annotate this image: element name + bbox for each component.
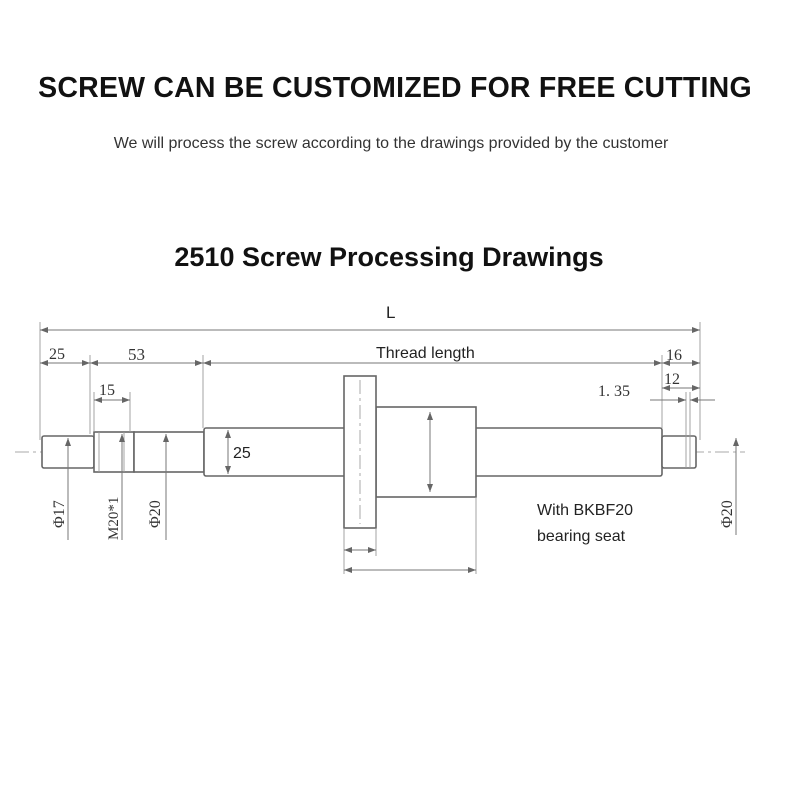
bearing-note-line2: bearing seat xyxy=(537,528,626,545)
label-1-35: 1. 35 xyxy=(598,383,630,400)
label-15: 15 xyxy=(99,382,115,399)
headline: SCREW CAN BE CUSTOMIZED FOR FREE CUTTING xyxy=(38,72,752,104)
thread-m20 xyxy=(94,432,134,472)
label-phi17: Φ17 xyxy=(51,500,68,528)
label-phi20-right: Φ20 xyxy=(719,500,736,528)
label-16: 16 xyxy=(666,347,682,364)
ball-nut xyxy=(344,376,476,528)
end-journal xyxy=(662,436,696,468)
bearing-note-line1: With BKBF20 xyxy=(537,502,634,519)
label-thread-length: Thread length xyxy=(376,345,475,362)
subheadline: We will process the screw according to the drawings provided by the customer xyxy=(113,135,669,152)
label-53: 53 xyxy=(128,345,145,364)
journal-phi20 xyxy=(134,432,204,472)
label-phi20-left: Φ20 xyxy=(147,500,164,528)
label-dia-25: 25 xyxy=(233,445,251,462)
label-12: 12 xyxy=(664,371,680,388)
drawing-title: 2510 Screw Processing Drawings xyxy=(174,242,604,272)
label-m20: M20*1 xyxy=(106,496,122,540)
label-total-length: L xyxy=(386,303,396,322)
label-25: 25 xyxy=(49,346,65,363)
nut-body xyxy=(376,407,476,497)
